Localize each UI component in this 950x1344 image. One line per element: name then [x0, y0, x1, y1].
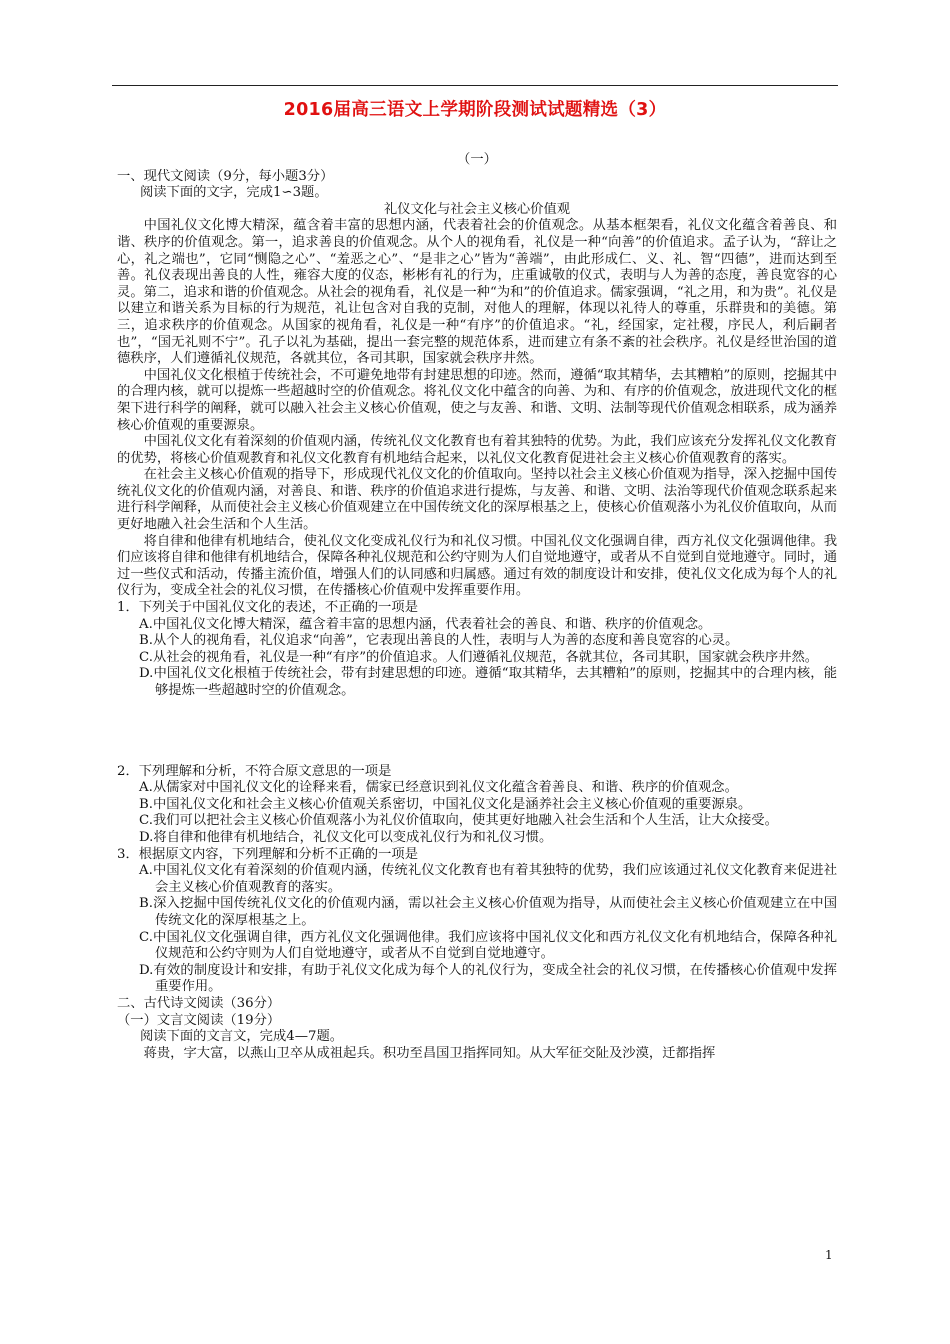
question-1-option-c: [117, 650, 837, 667]
article-paragraph: 中国礼仪文化有着深刻的价值观内涵，传统礼仪文化教育也有着其独特的优势。为此，我们应该充分发挥礼仪文化教育的优势，将核心价值观教育和礼仪文化教育有机地结合起来，以礼仪文化教育促进社会主义核心价值观教育的落实。: [117, 434, 837, 466]
question-3-option-c: [117, 930, 837, 963]
option-text: 中国礼仪文化和社会主义核心价值观关系密切，中国礼仪文化是涵养社会主义核心价值观的重要源泉。: [153, 796, 752, 812]
classical-text-line: 蒋贵，字大富，以燕山卫卒从成祖起兵。积功至昌国卫指挥同知。从大军征交阯及沙漠，迁都指挥: [143, 1045, 716, 1061]
page-number: 1: [825, 1248, 833, 1262]
top-rule: [112, 85, 838, 86]
question-1-option-a: [117, 617, 837, 634]
option-text: 中国礼仪文化根植于传统社会，带有封建思想的印迹。遵循“取其精华，去其糟粕”的原则，挖掘其中的合理内核，能够提炼一些超越时空的价值观念。: [153, 666, 837, 698]
part2-instruction: 阅读下面的文言文，完成4—7题。: [140, 1029, 344, 1045]
question-2-option-c: [117, 813, 837, 830]
article-title: 礼仪文化与社会主义核心价值观: [383, 201, 571, 217]
question-3-stem: 3．根据原文内容，下列理解和分析不正确的一项是: [117, 846, 418, 862]
option-letter: B.: [139, 633, 153, 649]
option-text: 深入挖掘中国传统礼仪文化的价值观内涵，需以社会主义核心价值观为指导，从而使社会主义核心价值观建立在中国传统文化的深厚根基之上。: [153, 896, 837, 928]
part2-subheading: （一）文言文阅读（19分）: [117, 1012, 281, 1028]
question-3-option-b: [117, 896, 837, 929]
option-text: 中国礼仪文化强调自律，西方礼仪文化强调他律。我们应该将中国礼仪文化和西方礼仪文化有机地结合，保障各种礼仪规范和公约守则为人们自觉地遵守，或者从不自觉到自觉地遵守。: [152, 929, 837, 962]
option-letter: B.: [139, 796, 153, 812]
document-title: 2016届高三语文上学期阶段测试试题精选（3）: [283, 100, 667, 120]
article-paragraph: 中国礼仪文化博大精深，蕴含着丰富的思想内涵，代表着社会的价值观念。从基本框架看，礼仪文化蕴含着善良、和谐、秩序的价值观念。第一，追求善良的价值观念。从个人的视角看，礼仪是一种“向善”的价值追求。孟子认为，“辞让之心，礼之端也”，它同“恻隐之心”、“羞恶之心”、“是非之心”皆为“善端”，由此形成仁、义、礼、智“四德”，进而达到至善。礼仪表现出善良的人性，雍容大度的仪态，彬彬有礼的行为，庄重诚敬的仪式，表明与人为善的态度，善良宽容的心灵。第二，追求和谐的价值观念。从社会的视角看，礼仪是一种“为和”的价值追求。儒家强调，“礼之用，和为贵”。礼仪是以建立和谐关系为目标的行为规范，礼让包含对自我的克制，对他人的理解，体现以礼待人的尊重，乐群贵和的美德。第三，追求秩序的价值观念。从国家的视角看，礼仪是一种“有序”的价值追求。“礼，经国家，定社稷，序民人，利后嗣者也”，“国无礼则不宁”。孔子以礼为基础，提出一套完整的规范体系，进而建立有条不紊的社会秩序。礼仪是经世治国的道德秩序，人们遵循礼仪规范，各就其位，各司其职，国家就会秩序井然。: [117, 218, 837, 367]
question-2-option-a: [117, 780, 837, 797]
article-paragraph: 将自律和他律有机地结合，使礼仪文化变成礼仪行为和礼仪习惯。中国礼仪文化强调自律，西方礼仪文化强调他律。我们应该将自律和他律有机地结合，保障各种礼仪规范和公约守则为人们自觉地遵守，或者从不自觉到自觉地遵守。同时，通过一些仪式和活动，传播主流价值，增强人们的认同感和归属感。通过有效的制度设计和安排，使礼仪文化成为每个人的礼仪行为，变成全社会的礼仪习惯，在传播核心价值观中发挥重要作用。: [117, 533, 837, 599]
option-letter: C.: [139, 929, 153, 945]
option-text: 有效的制度设计和安排，有助于礼仪文化成为每个人的礼仪行为，变成全社会的礼仪习惯，在传播核心价值观中发挥重要作用。: [153, 962, 837, 995]
option-text: 我们可以把社会主义核心价值观落小为礼仪价值取向，使其更好地融入社会生活和个人生活，让大众接受。: [152, 813, 778, 829]
option-text: 从社会的视角看，礼仪是一种“有序”的价值追求。人们遵循礼仪规范，各就其位，各司其职，国家就会秩序井然。: [152, 649, 819, 665]
option-letter: A.: [139, 616, 153, 632]
option-text: 中国礼仪文化博大精深，蕴含着丰富的思想内涵，代表着社会的善良、和谐、秩序的价值观念。: [152, 616, 712, 632]
blank-space: [117, 700, 837, 764]
part1-instruction: 阅读下面的文字，完成1∽3题。: [140, 185, 328, 201]
section-mark: （一）: [457, 152, 497, 167]
question-1-option-d: [117, 666, 837, 699]
question-2-option-d: [117, 830, 837, 847]
option-letter: A.: [139, 780, 153, 796]
document-body: [117, 152, 837, 1062]
option-letter: D.: [139, 829, 154, 845]
article-paragraph: 中国礼仪文化根植于传统社会，不可避免地带有封建思想的印迹。然而，遵循“取其精华，去其糟粕”的原则，挖掘其中的合理内核，就可以提炼一些超越时空的价值观念。将礼仪文化中蕴含的向善、为和、有序的价值观念，放进现代文化的框架下进行科学的阐释，就可以融入社会主义核心价值观，使之与友善、和谐、文明、法制等现代价值观念相联系，成为涵养核心价值观的重要源泉。: [117, 367, 837, 433]
part2-heading: 二、古代诗文阅读（36分）: [117, 995, 281, 1011]
option-letter: C.: [139, 813, 153, 829]
option-letter: A.: [139, 863, 153, 879]
option-text: 从个人的视角看，礼仪追求“向善”，它表现出善良的人性，表明与人为善的态度和善良宽容的心灵。: [153, 633, 739, 649]
option-text: 中国礼仪文化有着深刻的价值观内涵，传统礼仪文化教育也有着其独特的优势，我们应该通过礼仪文化教育来促进社会主义核心价值观教育的落实。: [152, 863, 837, 895]
question-1-stem: 1．下列关于中国礼仪文化的表述，不正确的一项是: [117, 600, 418, 616]
option-letter: D.: [139, 962, 154, 978]
question-2-option-b: [117, 797, 837, 814]
question-3-option-d: [117, 963, 837, 996]
option-letter: C.: [139, 649, 153, 665]
option-letter: D.: [139, 666, 154, 682]
option-text: 从儒家对中国礼仪文化的诠释来看，儒家已经意识到礼仪文化蕴含着善良、和谐、秩序的价值观念。: [152, 780, 738, 796]
part1-heading: 一、现代文阅读（9分，每小题3分）: [117, 168, 334, 184]
option-letter: B.: [139, 896, 153, 912]
option-text: 将自律和他律有机地结合，礼仪文化可以变成礼仪行为和礼仪习惯。: [153, 829, 553, 845]
article-paragraph: 在社会主义核心价值观的指导下，形成现代礼仪文化的价值取向。坚持以社会主义核心价值观为指导，深入挖掘中国传统礼仪文化的价值观内涵，对善良、和谐、秩序的价值追求进行提炼，与友善、和谐、文明、法治等现代价值观念联系起来进行科学阐释，从而使社会主义核心价值观建立在中国传统文化的深厚根基之上，使核心价值观落小为礼仪价值取向，从而更好地融入社会生活和个人生活。: [117, 467, 837, 533]
question-1-option-b: [117, 633, 837, 650]
question-2-stem: 2．下列理解和分析，不符合原文意思的一项是: [117, 763, 392, 779]
question-3-option-a: [117, 863, 837, 896]
